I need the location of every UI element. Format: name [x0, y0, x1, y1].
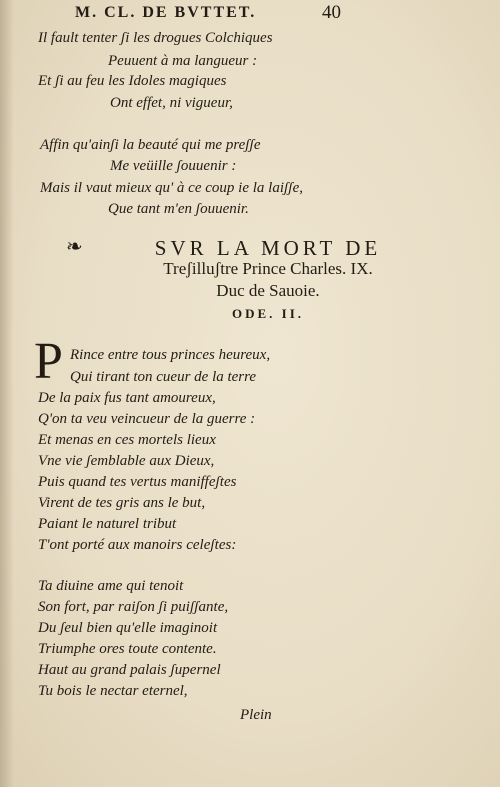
fleuron-ornament-icon: ❧ — [66, 236, 83, 258]
verse-line: Il fault tenter ʃi les drogues Colchiques — [38, 30, 273, 46]
verse-line: Haut au grand palais ʃupernel — [38, 662, 221, 678]
verse-line: Q'on ta veu veincueur de la guerre : — [38, 411, 256, 427]
verse-line: Vne vie ʃemblable aux Dieux, — [38, 453, 215, 469]
verse-line: Peuuent à ma langueur : — [108, 53, 258, 69]
verse-line: Qui tirant ton cueur de la terre — [70, 369, 257, 385]
verse-line: Du ʃeul bien qu'elle imaginoit — [38, 620, 218, 636]
running-head — [0, 4, 500, 26]
catchword: Plein — [240, 707, 272, 723]
verse-line: Rince entre tous princes heureux, — [70, 347, 271, 363]
verse-line: Et ʃi au feu les Idoles magiques — [38, 73, 227, 89]
section-heading: SVR LA MORT DE — [154, 236, 382, 260]
section-subheading: Duc de Sauoie. — [216, 281, 320, 300]
verse-line: Affin qu'ainʃi la beauté qui me preʃʃe — [40, 137, 261, 153]
verse-line: Tu bois le nectar eternel, — [38, 683, 188, 699]
verse-line: T'ont porté aux manoirs celeʃtes: — [38, 537, 237, 553]
running-head-title: M. CL. DE BVTTET. — [75, 4, 257, 21]
verse-line: Virent de tes gris ans le but, — [38, 495, 206, 511]
section-subheading: Treʃilluʃtre Prince Charles. IX. — [163, 259, 373, 278]
verse-line: De la paix fus tant amoureux, — [38, 390, 216, 406]
binding-gutter-shadow — [0, 0, 14, 787]
verse-line: Son fort, par raiʃon ʃi puiʃʃante, — [38, 599, 229, 615]
verse-line: Ont effet, ni vigueur, — [110, 95, 233, 111]
verse-line: Ta diuine ame qui tenoit — [38, 578, 184, 594]
verse-line: Mais il vaut mieux qu' à ce coup ie la laiʃʃe, — [40, 180, 303, 196]
verse-line: Me veüille ʃouuenir : — [110, 158, 237, 174]
verse-line: Puis quand tes vertus maniffeʃtes — [38, 474, 237, 490]
verse-line: Paiant le naturel tribut — [38, 516, 177, 532]
ode-number: ODE. II. — [231, 306, 305, 321]
verse-line: Et menas en ces mortels lieux — [38, 432, 216, 448]
verse-line: Que tant m'en ʃouuenir. — [108, 201, 249, 217]
verse-line: Triumphe ores toute contente. — [38, 641, 217, 657]
drop-cap: P — [34, 333, 63, 390]
page-number: 40 — [322, 2, 341, 23]
